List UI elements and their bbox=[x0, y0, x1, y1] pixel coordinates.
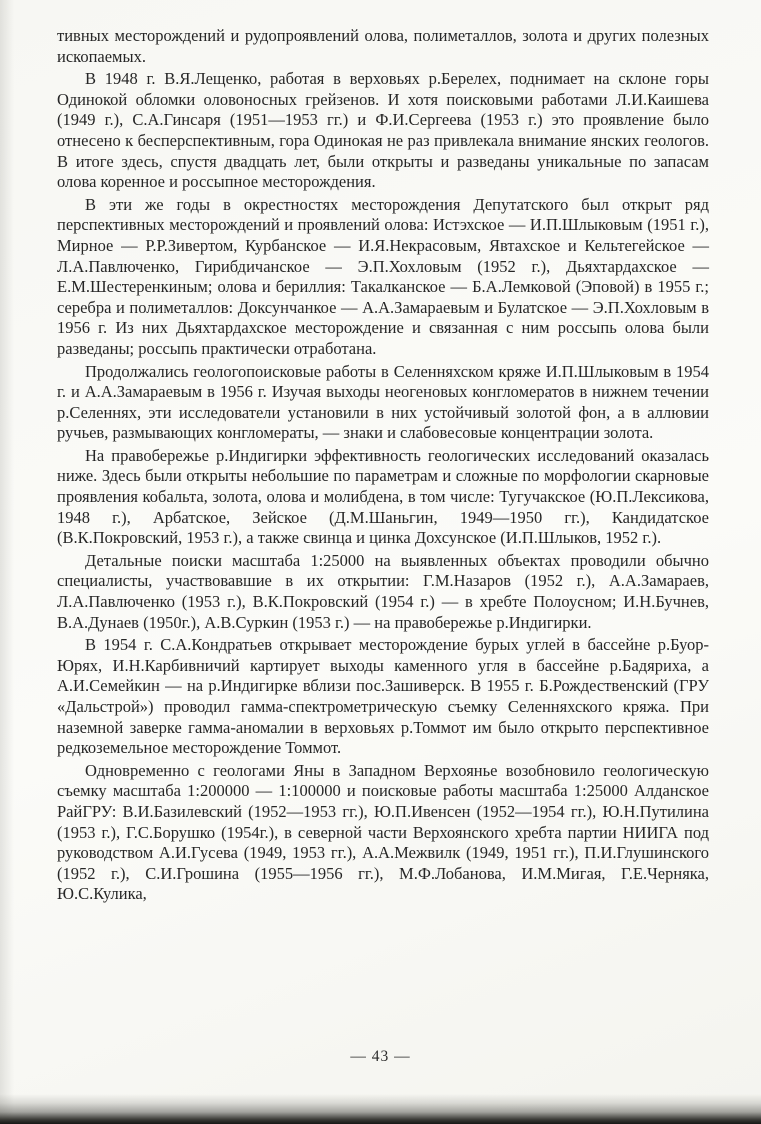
paragraph: Продолжались геологопоисковые работы в Селенняхском кряже И.П.Шлыковым в 1954 г. и А.А.Замараевым в 1956 г. Изучая выходы неогеновых конгломератов в нижнем течении р.Селеннях, эти исследователи установили в них устойчивый золотой фон, а в аллювии ручьев, размывающих конгломераты, — знаки и слабовесовые концентрации золота. bbox=[57, 361, 709, 443]
paragraph: Детальные поиски масштаба 1:25000 на выявленных объектах проводили обычно специалисты, участвовавшие в их открытии: Г.М.Назаров (1952 г.), А.А.Замараев, Л.А.Павлюченко (1953 г.), В.К.Покровский (1954 г.) — в хребте Полоусном; И.Н.Бучнев, В.А.Дунаев (1950г.), А.В.Суркин (1953 г.) — на правобережье р.Индигирки. bbox=[57, 550, 709, 632]
scan-left-edge-shade bbox=[0, 0, 14, 1124]
paragraph: Одновременно с геологами Яны в Западном Верхоянье возобновило геологическую съемку масштаба 1:200000 — 1:100000 и поисковые работы масштаба 1:25000 Алданское РайГРУ: В.И.Базилевский (1952—1953 гг.), Ю.П.Ивенсен (1952—1954 гг.), Ю.Н.Путилина (1953 г.), Г.С.Борушко (1954г.), в северной части Верхоянского хребта партии НИИГА под руководством А.И.Гусева (1949, 1953 гг.), А.А.Межвилк (1949, 1951 гг.), П.И.Глушинского (1952 г.), С.И.Грошина (1955—1956 гг.), М.Ф.Лобанова, И.М.Мигая, Г.Е.Черняка, Ю.С.Кулика, bbox=[57, 760, 709, 904]
text-column bbox=[57, 26, 709, 907]
paragraph: На правобережье р.Индигирки эффективность геологических исследований оказалась ниже. Здесь были открыты небольшие по параметрам и сложные по морфологии скарновые проявления кобальта, золота, олова и молибдена, в том числе: Тугучакское (Ю.П.Лексикова, 1948 г.), Арбатское, Зейское (Д.М.Шаньгин, 1949—1950 гг.), Кандидатское (В.К.Покровский, 1953 г.), а также свинца и цинка Дохсунское (И.П.Шлыков, 1952 г.). bbox=[57, 445, 709, 548]
scan-bottom-edge-shadow bbox=[0, 1094, 761, 1124]
page-number: — 43 — bbox=[350, 1048, 411, 1065]
paragraph: В эти же годы в окрестностях месторождения Депутатского был открыт ряд перспективных месторождений и проявлений олова: Истэхское — И.П.Шлыковым (1951 г.), Мирное — Р.Р.Зивертом, Курбанское — И.Я.Некрасовым, Явтахское и Кельтегейское — Л.А.Павлюченко, Гирибдичанское — Э.П.Хохловым (1952 г.), Дьяхтардахское — Е.М.Шестеренкиным; олова и бериллия: Такалканское — Б.А.Лемковой (Эповой) в 1955 г.; серебра и полиметаллов: Доксунчанкое — А.А.Замараевым и Булатское — Э.П.Хохловым в 1956 г. Из них Дьяхтардахское месторождение и связанная с ним россыпь олова были разведаны; россыпь практически отработана. bbox=[57, 194, 709, 358]
paragraph: В 1954 г. С.А.Кондратьев открывает месторождение бурых углей в бассейне р.Буор-Юрях, И.Н.Карбивничий картирует выходы каменного угля в бассейне р.Бадяриха, а А.И.Семейкин — на р.Индигирке вблизи пос.Зашиверск. В 1955 г. Б.Рождественский (ГРУ «Дальстрой») проводил гамма-спектрометрическую съемку Селенняхского кряжа. При наземной заверке гамма-аномалии в верховьях р.Томмот им было открыто перспективное редкоземельное месторождение Томмот. bbox=[57, 635, 709, 758]
paragraph: В 1948 г. В.Я.Лещенко, работая в верховьях р.Берелех, поднимает на склоне горы Одинокой обломки оловоносных грейзенов. И хотя поисковыми работами Л.И.Каишева (1949 г.), С.А.Гинсаря (1951—1953 гг.) и Ф.И.Сергеева (1953 г.) это проявление было отнесено к бесперспективным, гора Одинокая не раз привлекала внимание янских геологов. В итоге здесь, спустя двадцать лет, были открыты и разведаны уникальные по запасам олова коренное и россыпное месторождения. bbox=[57, 69, 709, 192]
paragraph-continuation: тивных месторождений и рудопроявлений олова, полиметаллов, золота и других полезных ископаемых. bbox=[57, 26, 709, 66]
